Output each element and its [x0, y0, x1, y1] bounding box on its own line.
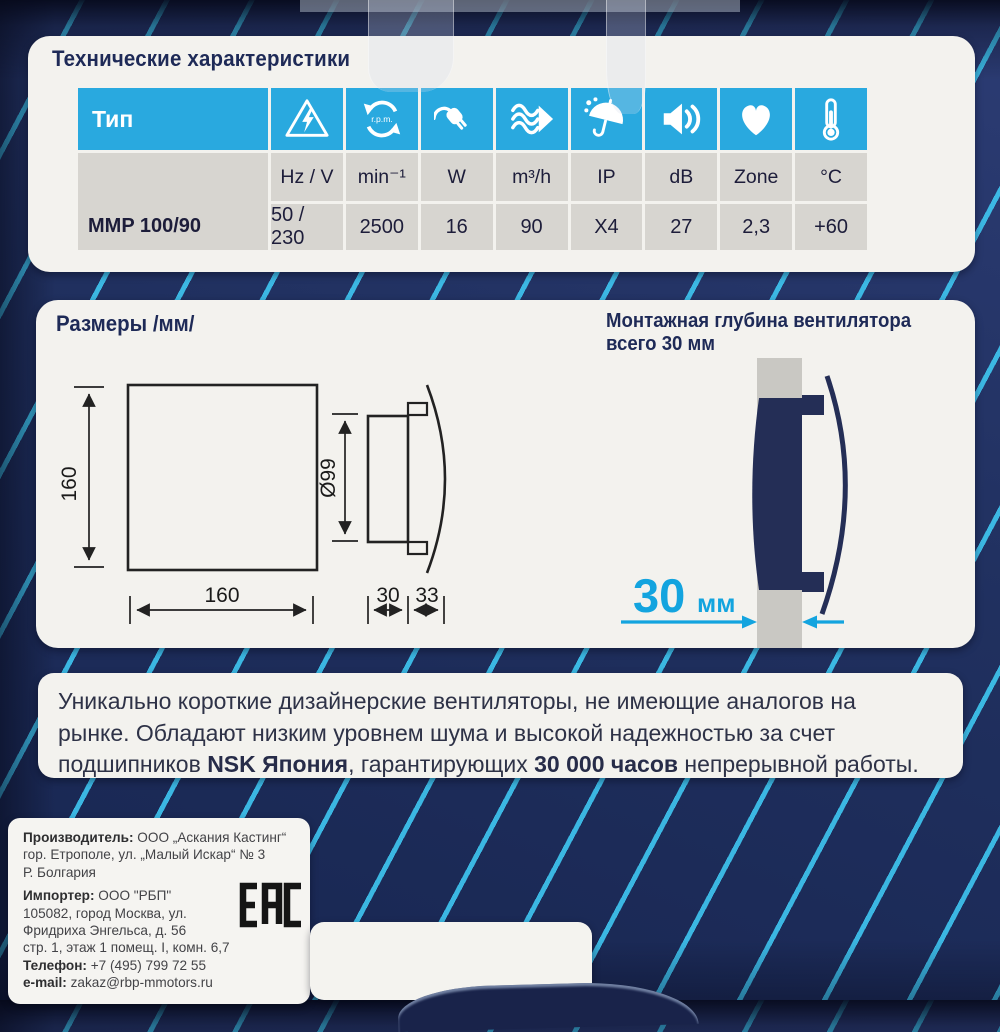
unit-min: min⁻¹	[346, 153, 418, 201]
importer-address-line: 105082, город Москва, ул.	[23, 905, 187, 921]
unit-db: dB	[645, 153, 717, 201]
mounting-title-line2: всего 30 мм	[606, 333, 716, 355]
mounting-depth-value: 30	[633, 569, 686, 622]
fan-front-panel-curve	[822, 376, 845, 614]
dimensions-drawing	[36, 300, 975, 648]
fan-side-silhouette	[752, 398, 802, 590]
email-line: e-mail: zakaz@rbp-mmotors.ru	[23, 975, 213, 991]
airflow-icon	[496, 88, 568, 150]
width-dimension-label: 160	[204, 584, 240, 607]
tech-specs-panel	[28, 36, 975, 272]
value-ip: X4	[571, 204, 643, 250]
spec-table-type-header: Тип	[78, 88, 268, 150]
unit-m3h: m³/h	[496, 153, 568, 201]
heart-icon	[720, 88, 792, 150]
width-dimension	[130, 584, 313, 624]
unit-ip: IP	[571, 153, 643, 201]
tech-specs-title: Технические характеристики	[52, 46, 351, 71]
importer-line: Импортер: ООО "РБП"	[23, 888, 172, 904]
diameter-dimension-label: Ø99	[317, 458, 340, 498]
value-db: 27	[645, 204, 717, 250]
dimensions-title: Размеры /мм/	[56, 311, 195, 336]
unit-zone: Zone	[720, 153, 792, 201]
manufacturer-line: гор. Етрополе, ул. „Малый Искар“ № 3	[23, 847, 266, 863]
mounting-illustration	[752, 358, 845, 648]
unit-hz-v: Hz / V	[271, 153, 343, 201]
plug-icon	[421, 88, 493, 150]
description-line3: подшипников NSK Япония, гарантирующих 30 000 часов непрерывной работы.	[58, 751, 919, 777]
tape-strip	[300, 0, 740, 12]
description-line2: рынке. Обладают низким уровнем шума и высокой надежностью за счет	[58, 719, 836, 746]
spec-table	[78, 88, 867, 250]
value-zone: 2,3	[720, 204, 792, 250]
high-voltage-icon	[271, 88, 343, 150]
description-panel	[38, 673, 963, 778]
noise-icon	[645, 88, 717, 150]
value-w: 16	[421, 204, 493, 250]
importer-address-line: Фридриха Энгельса, д. 56	[23, 923, 187, 939]
mounting-depth-unit: мм	[697, 588, 736, 618]
description-line1: Уникально короткие дизайнерские вентиляторы, не имеющие аналогов на	[58, 688, 856, 714]
front-view-square	[128, 385, 317, 570]
dimensions-panel	[36, 300, 975, 648]
height-dimension-label: 160	[58, 466, 81, 502]
description-bold-hours: 30 000 часов	[534, 751, 679, 777]
depth-panel-label: 33	[415, 584, 439, 607]
description-bold-nsk: NSK Япония	[207, 751, 349, 777]
side-view-drawing	[368, 385, 445, 573]
unit-w: W	[421, 153, 493, 201]
unit-temp: °C	[795, 153, 867, 201]
mounting-title-line1: Монтажная глубина вентилятора	[606, 310, 912, 332]
eac-mark-icon	[236, 882, 306, 930]
manufacturer-label	[8, 818, 310, 1004]
height-dimension	[58, 387, 104, 567]
tape-strip	[368, 0, 454, 92]
importer-address-line: стр. 1, этаж 1 помещ. I, комн. 6,7	[23, 940, 230, 956]
manufacturer-line: Р. Болгария	[23, 864, 96, 880]
depth-dimensions	[368, 584, 444, 624]
description-text	[58, 686, 945, 781]
temperature-icon	[795, 88, 867, 150]
value-temp: +60	[795, 204, 867, 250]
depth-body-label: 30	[376, 584, 400, 607]
rpm-icon-text: r.p.m.	[371, 113, 393, 124]
rpm-icon	[346, 88, 418, 150]
spec-type-value: MMP 100/90	[78, 153, 268, 250]
tape-strip	[606, 0, 646, 114]
value-hz-v: 50 / 230	[271, 204, 343, 250]
phone-line: Телефон: +7 (495) 799 72 55	[23, 957, 207, 973]
manufacturer-line: Производитель: ООО „Аскания Кастинг“	[23, 830, 287, 845]
value-m3h: 90	[496, 204, 568, 250]
value-min: 2500	[346, 204, 418, 250]
diameter-dimension	[317, 414, 358, 541]
